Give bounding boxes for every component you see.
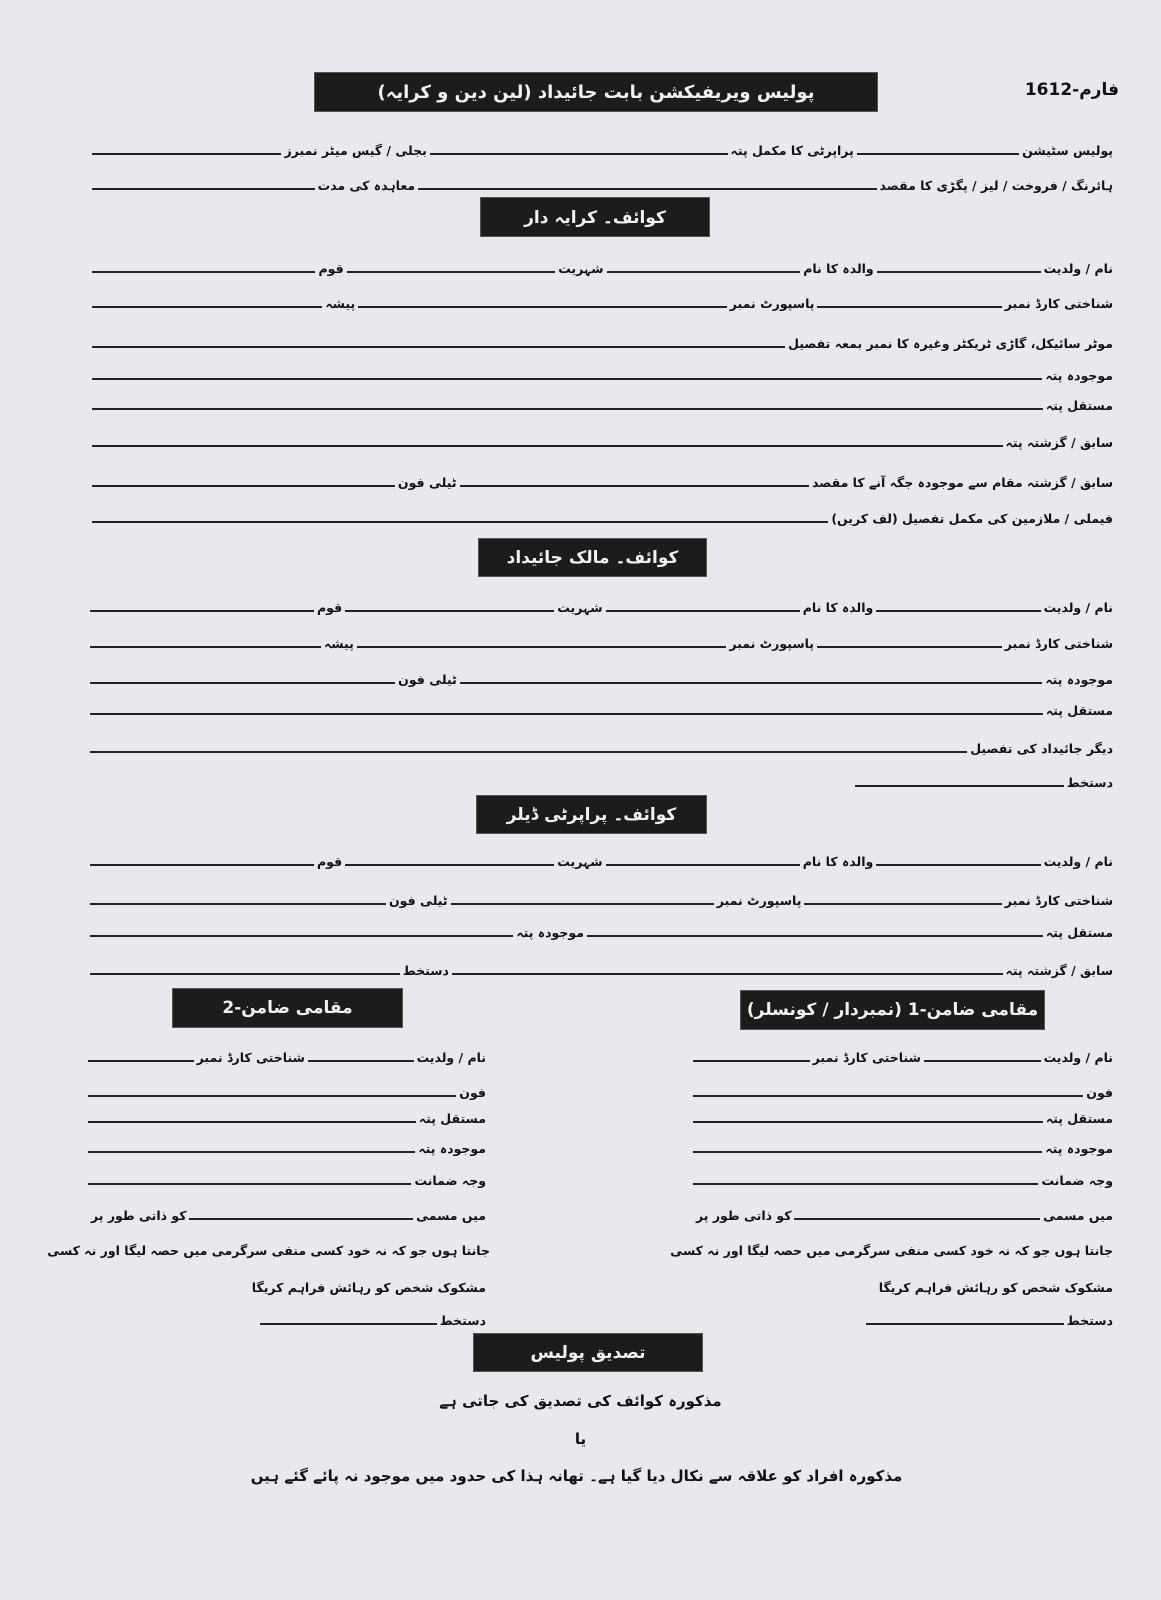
label-mother-name: والدہ کا نام <box>802 600 874 615</box>
label-passport: پاسپورٹ نمبر <box>729 296 815 311</box>
label-nationality: شہریت <box>557 600 603 615</box>
field-row <box>90 595 1116 617</box>
form-title: پولیس ویریفیکشن بابت جائیداد (لین دین و کرایہ) <box>314 72 878 112</box>
blank-line <box>452 973 1003 975</box>
field-row <box>260 1308 489 1330</box>
blank-line <box>90 610 314 612</box>
field-row <box>88 1080 489 1102</box>
label-statement: مشکوک شخص کو رہائش فراہم کریگا <box>878 1280 1113 1295</box>
blank-line <box>693 1183 1038 1185</box>
section-heading-guarantor-1: مقامی ضامن-1 (نمبردار / کونسلر) <box>740 990 1045 1030</box>
label-phone: ٹیلی فون <box>398 672 457 687</box>
label-previous-address: سابق / گزشتہ پتہ <box>1005 963 1113 978</box>
label-vehicle: موٹر سائیکل، گاڑی ٹریکٹر وغیرہ کا نمبر بمعہ تفصیل <box>788 336 1113 351</box>
blank-line <box>358 306 727 308</box>
blank-line <box>606 864 800 866</box>
field-row <box>90 888 1116 910</box>
label-previous-address: سابق / گزشتہ پتہ <box>1005 435 1113 450</box>
label-phone: ٹیلی فون <box>397 475 457 490</box>
field-row <box>693 1275 1116 1297</box>
blank-line <box>90 751 967 753</box>
blank-line <box>308 1060 414 1062</box>
field-row <box>693 1168 1116 1190</box>
field-row <box>92 173 1116 195</box>
blank-line <box>345 864 554 866</box>
field-row <box>670 1238 1116 1260</box>
blank-line <box>460 485 810 487</box>
label-phone: فون <box>1086 1085 1113 1100</box>
blank-line <box>866 1323 1064 1325</box>
label-profession: پیشہ <box>325 296 356 311</box>
blank-line <box>92 346 785 348</box>
blank-line <box>876 864 1040 866</box>
label-current-address: موجودہ پتہ <box>516 925 584 940</box>
field-row <box>92 291 1116 313</box>
blank-line <box>855 785 1064 787</box>
label-statement: کو ذاتی طور پر <box>696 1208 792 1223</box>
field-row <box>47 1238 493 1260</box>
label-cnic: شناختی کارڈ نمبر <box>196 1050 305 1065</box>
label-reason: وجہ ضمانت <box>414 1173 486 1188</box>
blank-line <box>693 1121 1043 1123</box>
blank-line <box>451 903 714 905</box>
field-row <box>855 770 1116 792</box>
label-name: نام / ولدیت <box>1043 854 1113 869</box>
blank-line <box>347 271 556 273</box>
field-row <box>90 698 1116 720</box>
blank-line <box>92 521 828 523</box>
label-signature: دستخط <box>1066 775 1113 790</box>
blank-line <box>817 306 1001 308</box>
label-family: فیملی / ملازمین کی مکمل تفصیل (لف کریں) <box>831 511 1113 526</box>
label-current-address: موجودہ پتہ <box>1045 1141 1113 1156</box>
blank-line <box>88 1095 456 1097</box>
section-heading-police-verification: تصدیق پولیس <box>473 1333 703 1372</box>
label-permanent-address: مستقل پتہ <box>1045 1111 1113 1126</box>
blank-line <box>345 610 554 612</box>
blank-line <box>460 682 1043 684</box>
label-statement: میں مسمی <box>1043 1208 1113 1223</box>
blank-line <box>92 306 322 308</box>
label-signature: دستخط <box>1066 1313 1113 1328</box>
label-nationality: شہریت <box>557 854 603 869</box>
section-heading-guarantor-2: مقامی ضامن-2 <box>172 988 403 1028</box>
label-cnic: شناختی کارڈ نمبر <box>812 1050 921 1065</box>
blank-line <box>693 1095 1083 1097</box>
blank-line <box>693 1151 1042 1153</box>
label-reason: وجہ ضمانت <box>1041 1173 1113 1188</box>
field-row <box>693 1080 1116 1102</box>
label-permanent-address: مستقل پتہ <box>1045 398 1113 413</box>
field-row <box>92 506 1116 528</box>
field-row <box>90 920 1116 942</box>
section-heading-owner: کوائف۔ مالک جائیداد <box>478 538 707 577</box>
blank-line <box>92 408 1043 410</box>
blank-line <box>92 153 281 155</box>
label-caste: قوم <box>317 600 343 615</box>
field-row <box>88 1203 489 1225</box>
blank-line <box>90 903 386 905</box>
blank-line <box>90 682 395 684</box>
label-mother-name: والدہ کا نام <box>803 261 874 276</box>
label-cnic: شناختی کارڈ نمبر <box>1004 636 1113 651</box>
label-statement: میں مسمی <box>416 1208 486 1223</box>
label-statement: جانتا ہوں جو کہ نہ خود کسی منفی سرگرمی میں حصہ لیگا اور نہ کسی <box>670 1243 1113 1258</box>
field-row <box>866 1308 1116 1330</box>
field-row <box>90 849 1116 871</box>
field-row <box>90 958 1116 980</box>
label-statement: جانتا ہوں جو کہ نہ خود کسی منفی سرگرمی میں حصہ لیگا اور نہ کسی <box>47 1243 490 1258</box>
label-statement: مشکوک شخص کو رہائش فراہم کریگا <box>251 1280 486 1295</box>
blank-line <box>877 271 1041 273</box>
label-phone: فون <box>459 1085 486 1100</box>
blank-line <box>857 153 1019 155</box>
label-caste: قوم <box>318 261 344 276</box>
blank-line <box>357 646 727 648</box>
blank-line <box>804 903 1001 905</box>
label-caste: قوم <box>317 854 343 869</box>
label-agreement-duration: معاہدہ کی مدت <box>317 178 416 193</box>
label-police-station: پولیس سٹیشن <box>1022 143 1113 158</box>
label-passport: پاسپورٹ نمبر <box>716 893 802 908</box>
blank-line <box>876 610 1040 612</box>
blank-line <box>607 271 801 273</box>
field-row <box>90 736 1116 758</box>
label-name: نام / ولدیت <box>1043 261 1113 276</box>
field-row <box>92 363 1116 385</box>
field-row <box>88 1045 489 1067</box>
blank-line <box>92 188 315 190</box>
field-row <box>92 470 1116 492</box>
verified-statement: مذکورہ کوائف کی تصدیق کی جاتی ہے <box>439 1392 722 1410</box>
field-row <box>693 1203 1116 1225</box>
field-row <box>693 1106 1116 1128</box>
label-mother-name: والدہ کا نام <box>802 854 874 869</box>
label-current-address: موجودہ پتہ <box>1045 368 1113 383</box>
field-row <box>90 631 1116 653</box>
label-permanent-address: مستقل پتہ <box>1045 703 1113 718</box>
field-row <box>88 1136 489 1158</box>
blank-line <box>260 1323 437 1325</box>
blank-line <box>92 271 315 273</box>
blank-line <box>88 1183 411 1185</box>
section-heading-tenant: کوائف۔ کرایہ دار <box>480 197 710 237</box>
form-number: فارم-1612 <box>1024 80 1119 100</box>
blank-line <box>693 1060 810 1062</box>
or-text: یا <box>574 1430 587 1448</box>
field-row <box>92 138 1116 160</box>
label-other-property: دیگر جائیداد کی تفصیل <box>970 741 1113 756</box>
label-reason-moving: سابق / گزشتہ مقام سے موجودہ جگہ آنے کا مقصد <box>812 475 1113 490</box>
blank-line <box>88 1060 194 1062</box>
blank-line <box>92 485 395 487</box>
label-property-address: پراپرٹی کا مکمل پتہ <box>730 143 854 158</box>
blank-line <box>924 1060 1041 1062</box>
label-permanent-address: مستقل پتہ <box>418 1111 486 1126</box>
label-name: نام / ولدیت <box>1043 1050 1113 1065</box>
label-cnic: شناختی کارڈ نمبر <box>1004 893 1113 908</box>
blank-line <box>418 188 876 190</box>
field-row <box>88 1106 489 1128</box>
blank-line <box>90 646 321 648</box>
field-row <box>92 256 1116 278</box>
section-heading-dealer: کوائف۔ پراپرٹی ڈیلر <box>476 795 707 834</box>
blank-line <box>90 973 400 975</box>
field-row <box>88 1275 489 1297</box>
field-row <box>693 1045 1116 1067</box>
field-row <box>92 331 1116 353</box>
field-row <box>693 1136 1116 1158</box>
label-purpose: ہائرنگ / فروخت / لیز / پگڑی کا مقصد <box>879 178 1113 193</box>
label-profession: پیشہ <box>323 636 354 651</box>
field-row <box>92 430 1116 452</box>
label-name: نام / ولدیت <box>1043 600 1113 615</box>
label-cnic: شناختی کارڈ نمبر <box>1004 296 1113 311</box>
blank-line <box>90 864 314 866</box>
label-current-address: موجودہ پتہ <box>1045 672 1113 687</box>
blank-line <box>606 610 800 612</box>
blank-line <box>90 935 513 937</box>
field-row <box>88 1168 489 1190</box>
field-row <box>90 667 1116 689</box>
label-permanent-address: مستقل پتہ <box>1045 925 1113 940</box>
blank-line <box>794 1218 1040 1220</box>
label-name: نام / ولدیت <box>416 1050 486 1065</box>
blank-line <box>92 378 1042 380</box>
label-nationality: شہریت <box>558 261 604 276</box>
blank-line <box>817 646 1002 648</box>
label-passport: پاسپورٹ نمبر <box>729 636 814 651</box>
label-statement: کو ذاتی طور پر <box>91 1208 187 1223</box>
blank-line <box>430 153 728 155</box>
label-meter-numbers: بجلی / گیس میٹر نمبرز <box>284 143 427 158</box>
label-signature: دستخط <box>439 1313 486 1328</box>
blank-line <box>88 1121 416 1123</box>
blank-line <box>587 935 1043 937</box>
label-phone: ٹیلی فون <box>389 893 448 908</box>
blank-line <box>90 713 1043 715</box>
label-signature: دستخط <box>402 963 449 978</box>
expelled-statement: مذکورہ افراد کو علاقہ سے نکال دیا گیا ہے۔ تھانہ ہذا کی حدود میں موجود نہ پائے گئے ہیں <box>250 1467 903 1485</box>
label-current-address: موجودہ پتہ <box>418 1141 486 1156</box>
blank-line <box>92 445 1003 447</box>
blank-line <box>189 1218 413 1220</box>
field-row <box>92 393 1116 415</box>
blank-line <box>88 1151 415 1153</box>
